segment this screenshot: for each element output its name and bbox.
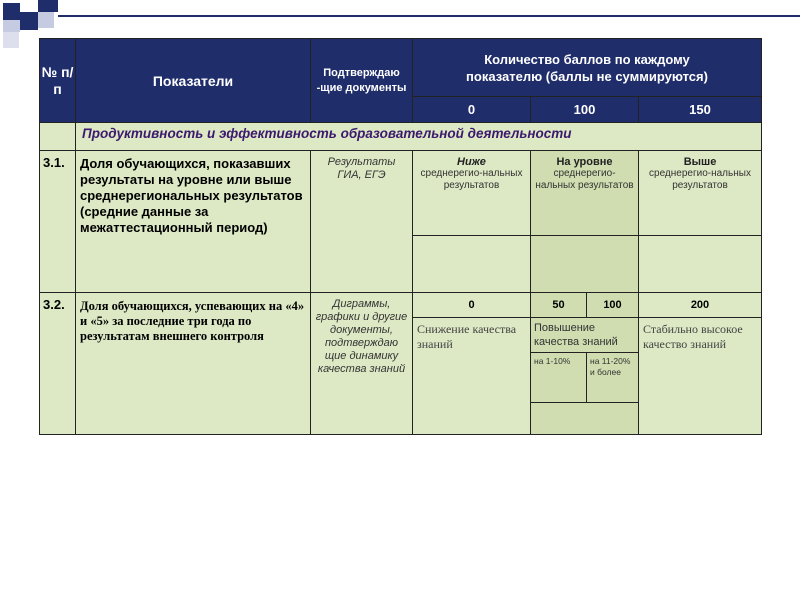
decor-square-1 <box>3 3 20 20</box>
section-title: Продуктивность и эффективность образовательной деятельности <box>76 123 762 151</box>
row2-sub-1: на 1-10% <box>531 353 587 403</box>
header-score-150: 150 <box>639 97 762 123</box>
decor-square-6 <box>3 32 19 48</box>
header-docs: Подтверждаю -щие документы <box>311 39 413 123</box>
decor-square-2 <box>38 0 58 12</box>
row2-sub-2: на 11-20% и более <box>587 353 639 403</box>
row2-score-200: 200 <box>639 293 762 318</box>
header-score-100: 100 <box>531 97 639 123</box>
row1-indicator: Доля обучающихся, показавших результаты на уровне или выше среднерегиональных результатов (средние данные за межаттестационный период) <box>76 151 311 293</box>
decor-line <box>58 15 800 17</box>
row1-criteria-2-bold: Выше <box>683 156 717 168</box>
row2-docs: Диграммы, графики и другие документы, подтверждаю щие динамику качества знаний <box>311 293 413 435</box>
row1-criteria-0-bold: Ниже <box>457 156 486 168</box>
decor-square-3 <box>20 12 38 30</box>
row1-criteria-0 <box>413 151 531 236</box>
criteria-table <box>39 38 762 435</box>
row2-score-100: 100 <box>587 293 639 318</box>
section-num-cell <box>40 123 76 151</box>
row2-num: 3.2. <box>40 293 76 435</box>
row2-criteria-2: Стабильно высокое качество знаний <box>639 318 762 435</box>
row2-criteria-0: Снижение качества знаний <box>413 318 531 435</box>
row1-criteria-1-bold: На уровне <box>556 156 613 168</box>
row2-empty <box>531 403 639 435</box>
header-points-title: Количество баллов по каждому показателю (баллы не суммируются) <box>413 39 762 97</box>
header-score-0: 0 <box>413 97 531 123</box>
row1-criteria-2 <box>639 151 762 236</box>
row1-empty-1 <box>531 236 639 293</box>
row1-criteria-1 <box>531 151 639 236</box>
row1-criteria-0-text: среднерегио-нальных результатов <box>420 168 523 191</box>
row1-docs: Результаты ГИА, ЕГЭ <box>311 151 413 293</box>
decor-square-4 <box>3 20 20 32</box>
header-indicators: Показатели <box>76 39 311 123</box>
row2-score-0: 0 <box>413 293 531 318</box>
row1-empty-2 <box>639 236 762 293</box>
decor-square-5 <box>38 12 54 28</box>
row1-criteria-1-text: среднерегио-нальных результатов <box>535 168 634 191</box>
row2-criteria-1: Повышение качества знаний <box>531 318 639 353</box>
row1-empty-0 <box>413 236 531 293</box>
row1-criteria-2-text: среднерегио-нальных результатов <box>649 168 751 191</box>
row2-score-50: 50 <box>531 293 587 318</box>
row1-num: 3.1. <box>40 151 76 293</box>
header-num: № п/п <box>40 39 76 123</box>
row2-indicator: Доля обучающихся, успевающих на «4» и «5» за последние три года по результатам внешнего контроля <box>76 293 311 435</box>
